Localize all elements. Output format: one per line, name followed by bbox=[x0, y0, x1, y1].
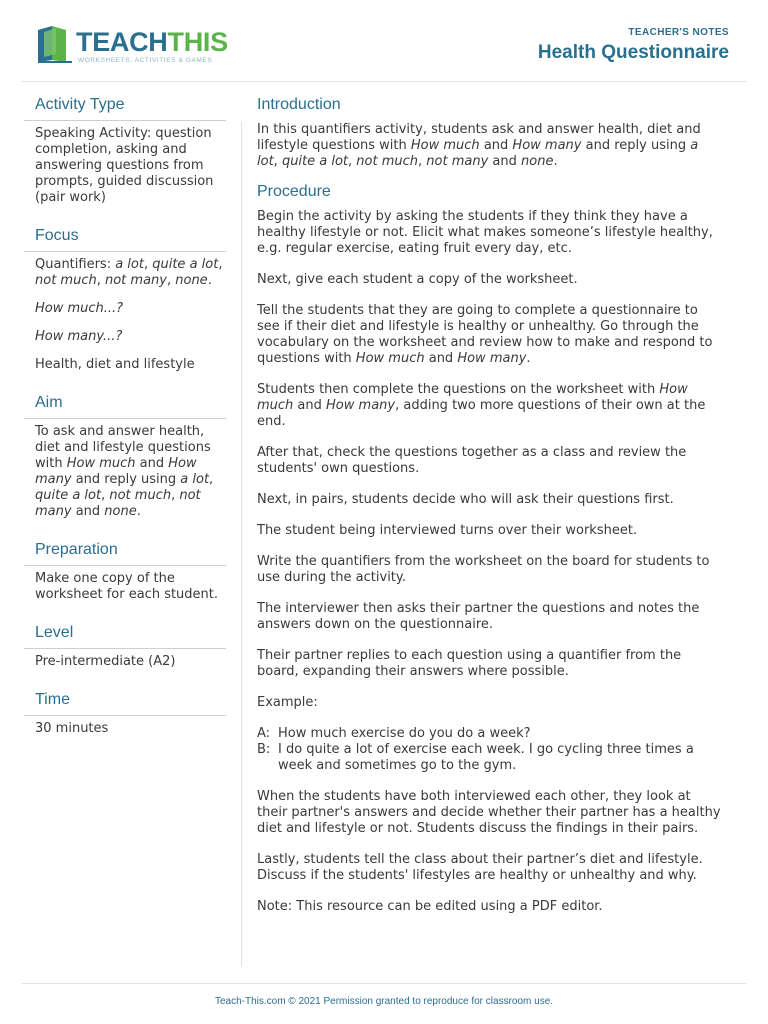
editing-note: Note: This resource can be edited using a PDF editor. bbox=[257, 899, 603, 914]
procedure-step-5: After that, check the questions together as a class and review the students' own questions. bbox=[257, 445, 687, 476]
focus-how-many-text: How many...? bbox=[35, 329, 123, 344]
focus-topic: Health, diet and lifestyle bbox=[35, 357, 195, 372]
aim-i5: not much bbox=[109, 488, 172, 503]
intro-t5: , bbox=[348, 154, 357, 169]
aim-t3: and reply using bbox=[71, 472, 181, 487]
brand-name-part1: TEACH bbox=[76, 27, 168, 57]
focus-quantifiers bbox=[35, 257, 226, 289]
p3-t1: Tell the students that they are going to complete a questionnaire to see if their diet and lifestyle is healthy or unhealthy. Go through the vocabulary on the worksheet and review how to make and respond to questions with bbox=[257, 303, 713, 366]
aim-t5: , bbox=[101, 488, 110, 503]
intro-t6: , bbox=[418, 154, 427, 169]
footer-divider bbox=[22, 983, 746, 984]
example-line-a bbox=[257, 726, 721, 742]
brand-logo bbox=[36, 24, 236, 70]
level-section bbox=[24, 622, 226, 670]
page-title: Health Questionnaire bbox=[537, 42, 729, 63]
sidebar bbox=[24, 94, 226, 756]
header-right bbox=[538, 27, 729, 64]
footer-copyright: Teach-This.com © 2021 Permission granted to reproduce for classroom use. bbox=[214, 996, 554, 1007]
aim-t4: , bbox=[209, 472, 214, 487]
focus-c2: , bbox=[218, 257, 223, 272]
preparation-text: Make one copy of the worksheet for each student. bbox=[35, 571, 219, 602]
p4-t3: , adding two more questions of their own at the end. bbox=[257, 398, 706, 429]
procedure-step-8: Write the quantifiers from the worksheet on the board for students to use during the activity. bbox=[257, 554, 710, 585]
intro-i1: How much bbox=[410, 138, 480, 153]
procedure-step-7: The student being interviewed turns over their worksheet. bbox=[257, 523, 638, 538]
aim-i7: none bbox=[104, 504, 137, 519]
intro-t8: . bbox=[553, 154, 558, 169]
header-divider bbox=[22, 81, 746, 82]
focus-how-much bbox=[35, 301, 226, 317]
brand-name-part2: THIS bbox=[167, 27, 228, 57]
focus-c1: , bbox=[143, 257, 153, 272]
time-heading: Time bbox=[24, 689, 226, 716]
time-section bbox=[24, 689, 226, 737]
focus-q2: quite a lot bbox=[152, 257, 219, 272]
aim-t6: , bbox=[171, 488, 180, 503]
example-label: Example: bbox=[257, 695, 318, 710]
procedure-step-1: Begin the activity by asking the students if they think they have a healthy lifestyle or not. Elicit what makes someone’s lifestyle healthy, e.g. regular exercise, eating fruit every day, etc. bbox=[257, 209, 713, 256]
column-divider bbox=[241, 122, 242, 967]
example-line-b bbox=[257, 742, 721, 774]
p3-i2: How many bbox=[457, 351, 527, 366]
time-text: 30 minutes bbox=[35, 721, 109, 736]
procedure-step-12: Lastly, students tell the class about their partner’s diet and lifestyle. Discuss if the students' lifestyles are healthy or unhealthy and why. bbox=[257, 852, 703, 883]
aim-t8: . bbox=[136, 504, 141, 519]
intro-t7: and bbox=[488, 154, 522, 169]
intro-t2: and bbox=[479, 138, 513, 153]
intro-i3: a lot bbox=[257, 138, 699, 169]
example-a-label: A: bbox=[257, 726, 271, 741]
header-kicker: TEACHER'S NOTES bbox=[628, 27, 729, 38]
procedure-step-4 bbox=[257, 382, 721, 430]
aim-section bbox=[24, 392, 226, 520]
procedure-step-9: The interviewer then asks their partner the questions and notes the answers down on the questionnaire. bbox=[257, 601, 700, 632]
focus-q5: none bbox=[175, 273, 208, 288]
focus-end: . bbox=[207, 273, 212, 288]
intro-i2: How many bbox=[512, 138, 582, 153]
intro-i5: not much bbox=[356, 154, 419, 169]
intro-i6: not many bbox=[426, 154, 489, 169]
brand-tagline: WORKSHEETS, ACTIVITIES & GAMES bbox=[78, 57, 213, 64]
p3-t2: and bbox=[424, 351, 458, 366]
p4-t1: Students then complete the questions on the worksheet with bbox=[257, 382, 660, 397]
p3-i1: How much bbox=[355, 351, 425, 366]
book-icon bbox=[36, 24, 74, 64]
level-heading: Level bbox=[24, 622, 226, 649]
focus-quantifiers-label: Quantifiers: bbox=[35, 257, 116, 272]
aim-i1: How much bbox=[66, 456, 136, 471]
aim-i2: How many bbox=[35, 456, 197, 487]
intro-t3: and reply using bbox=[581, 138, 691, 153]
focus-section bbox=[24, 225, 226, 373]
focus-c3: , bbox=[96, 273, 105, 288]
aim-i6: not many bbox=[35, 488, 201, 519]
activity-type-heading: Activity Type bbox=[24, 94, 226, 121]
procedure-step-3 bbox=[257, 303, 721, 367]
p4-i2: How many bbox=[326, 398, 396, 413]
aim-t1: To ask and answer health, diet and lifestyle questions with bbox=[35, 424, 211, 471]
procedure-step-6: Next, in pairs, students decide who will ask their questions first. bbox=[257, 492, 674, 507]
example-dialogue bbox=[257, 726, 721, 774]
focus-heading: Focus bbox=[24, 225, 226, 252]
intro-t1: In this quantifiers activity, students ask and answer health, diet and lifestyle questions with bbox=[257, 122, 701, 153]
aim-t2: and bbox=[135, 456, 169, 471]
activity-type-section bbox=[24, 94, 226, 206]
procedure-heading: Procedure bbox=[257, 183, 331, 200]
aim-i4: quite a lot bbox=[35, 488, 102, 503]
example-a-text: How much exercise do you do a week? bbox=[278, 726, 531, 741]
intro-t4: , bbox=[273, 154, 282, 169]
example-b-text: I do quite a lot of exercise each week. I go cycling three times a week and sometimes go to the gym. bbox=[278, 742, 694, 773]
procedure-step-10: Their partner replies to each question using a quantifier from the board, expanding their answers where possible. bbox=[257, 648, 682, 679]
level-text: Pre-intermediate (A2) bbox=[35, 654, 176, 669]
preparation-section bbox=[24, 539, 226, 603]
example-b-label: B: bbox=[257, 742, 271, 757]
aim-t7: and bbox=[71, 504, 105, 519]
focus-q1: a lot bbox=[115, 257, 144, 272]
focus-c4: , bbox=[166, 273, 176, 288]
activity-type-text: Speaking Activity: question completion, asking and answering questions from prompts, guided discussion (pair work) bbox=[35, 126, 214, 205]
p4-t2: and bbox=[293, 398, 327, 413]
aim-heading: Aim bbox=[24, 392, 226, 419]
focus-how-many bbox=[35, 329, 226, 345]
intro-i4: quite a lot bbox=[281, 154, 349, 169]
aim-i3: a lot bbox=[180, 472, 210, 487]
brand-wordmark bbox=[76, 26, 228, 58]
procedure-step-2: Next, give each student a copy of the worksheet. bbox=[257, 272, 578, 287]
aim-text bbox=[35, 424, 226, 520]
main-content bbox=[257, 94, 721, 930]
procedure-step-11: When the students have both interviewed each other, they look at their partner's answers and decide whether their partner has a healthy diet and lifestyle or not. Students discuss the findings in their pairs. bbox=[257, 789, 721, 836]
preparation-heading: Preparation bbox=[24, 539, 226, 566]
introduction-text bbox=[257, 122, 721, 170]
introduction-heading: Introduction bbox=[257, 96, 341, 113]
focus-q3: not much bbox=[35, 273, 97, 288]
p4-i1: How much bbox=[257, 382, 688, 413]
p3-t3: . bbox=[526, 351, 531, 366]
focus-q4: not many bbox=[104, 273, 167, 288]
focus-how-much-text: How much...? bbox=[35, 301, 124, 316]
intro-i7: none bbox=[521, 154, 554, 169]
